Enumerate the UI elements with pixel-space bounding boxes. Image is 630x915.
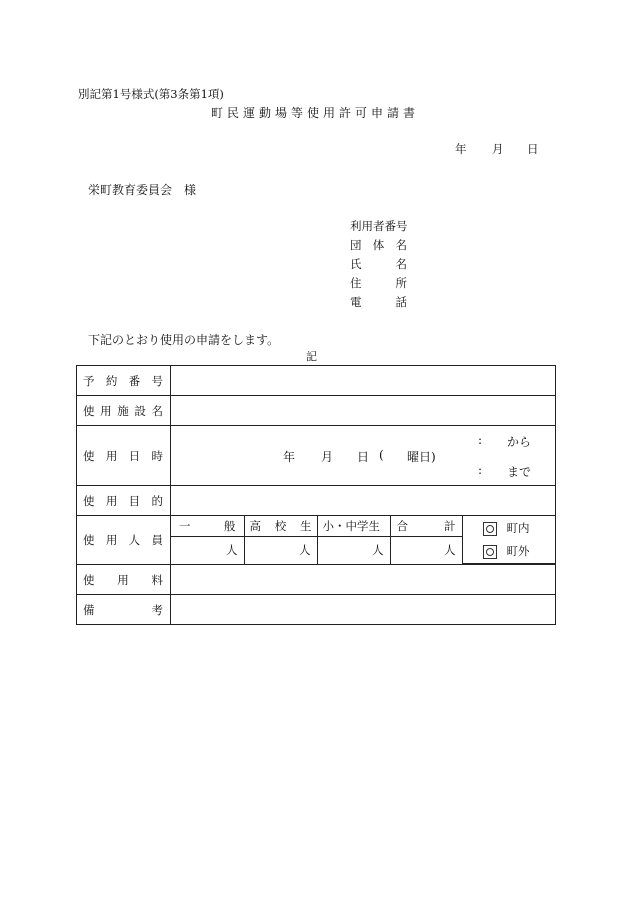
fee-label: 使用料: [77, 565, 171, 595]
intro-text: 下記のとおり使用の申請をします。: [88, 333, 280, 347]
date-month-label: 月: [492, 142, 504, 156]
out-of-town-checkbox-icon[interactable]: [483, 545, 497, 559]
remarks-label: 備考: [77, 595, 171, 625]
residency-options: [462, 516, 555, 564]
fee-row: [77, 565, 556, 595]
in-town-label: 町内: [506, 521, 530, 535]
datetime-label: 使用日時: [77, 426, 171, 486]
organization-name-label: 団体名: [350, 238, 407, 252]
general-count-field[interactable]: 人: [171, 536, 244, 564]
date-year-label: 年: [455, 142, 467, 156]
reservation-number-row: [77, 366, 556, 396]
page-title: 町民運動場等使用許可申請書: [210, 106, 419, 120]
datetime-row: [77, 426, 556, 486]
time-from-colon: :: [478, 433, 483, 447]
purpose-field[interactable]: [171, 486, 556, 516]
datetime-field[interactable]: [171, 426, 556, 486]
out-of-town-label: 町外: [506, 544, 530, 558]
time-from-label: から: [507, 435, 532, 449]
reservation-number-field[interactable]: [171, 366, 556, 396]
total-count-field[interactable]: 人: [390, 536, 462, 564]
option-in-town[interactable]: [483, 520, 556, 536]
elementary-middle-count-field[interactable]: 人: [317, 536, 390, 564]
datetime-day: 日: [357, 450, 370, 464]
time-until-label: まで: [507, 465, 532, 479]
remarks-field[interactable]: [171, 595, 556, 625]
purpose-label: 使用目的: [77, 486, 171, 516]
datetime-weekday-close: 曜日): [407, 450, 436, 464]
category-general: 一般: [171, 516, 244, 536]
applicant-name-label: 氏名: [350, 257, 407, 271]
people-breakdown: [171, 516, 555, 564]
application-table: [76, 365, 556, 625]
facility-name-label: 使用施設名: [77, 396, 171, 426]
address-label: 住所: [350, 276, 407, 290]
form-number: 別記第1号様式(第3条第1項): [78, 87, 224, 101]
user-number-label: 利用者番号: [350, 219, 408, 233]
time-until-colon: :: [478, 463, 483, 477]
purpose-row: [77, 486, 556, 516]
remarks-row: [77, 595, 556, 625]
datetime-year: 年: [283, 450, 296, 464]
date-day-label: 日: [527, 142, 539, 156]
category-elementary-middle: 小・中学生: [317, 516, 390, 536]
fee-field[interactable]: [171, 565, 556, 595]
people-cell: [171, 516, 556, 565]
option-out-of-town[interactable]: [483, 543, 556, 559]
datetime-weekday-open: (: [379, 448, 384, 462]
high-school-count-field[interactable]: 人: [244, 536, 317, 564]
addressee: 栄町教育委員会 様: [88, 183, 197, 197]
phone-label: 電話: [350, 295, 407, 309]
facility-name-row: [77, 396, 556, 426]
category-total: 合計: [390, 516, 462, 536]
people-label: 使用人員: [77, 516, 171, 565]
people-row: [77, 516, 556, 565]
ki-label: 記: [306, 350, 317, 363]
datetime-month: 月: [321, 450, 334, 464]
category-high-school: 高校生: [244, 516, 317, 536]
facility-name-field[interactable]: [171, 396, 556, 426]
reservation-number-label: 予約番号: [77, 366, 171, 396]
in-town-checkbox-icon[interactable]: [483, 522, 497, 536]
